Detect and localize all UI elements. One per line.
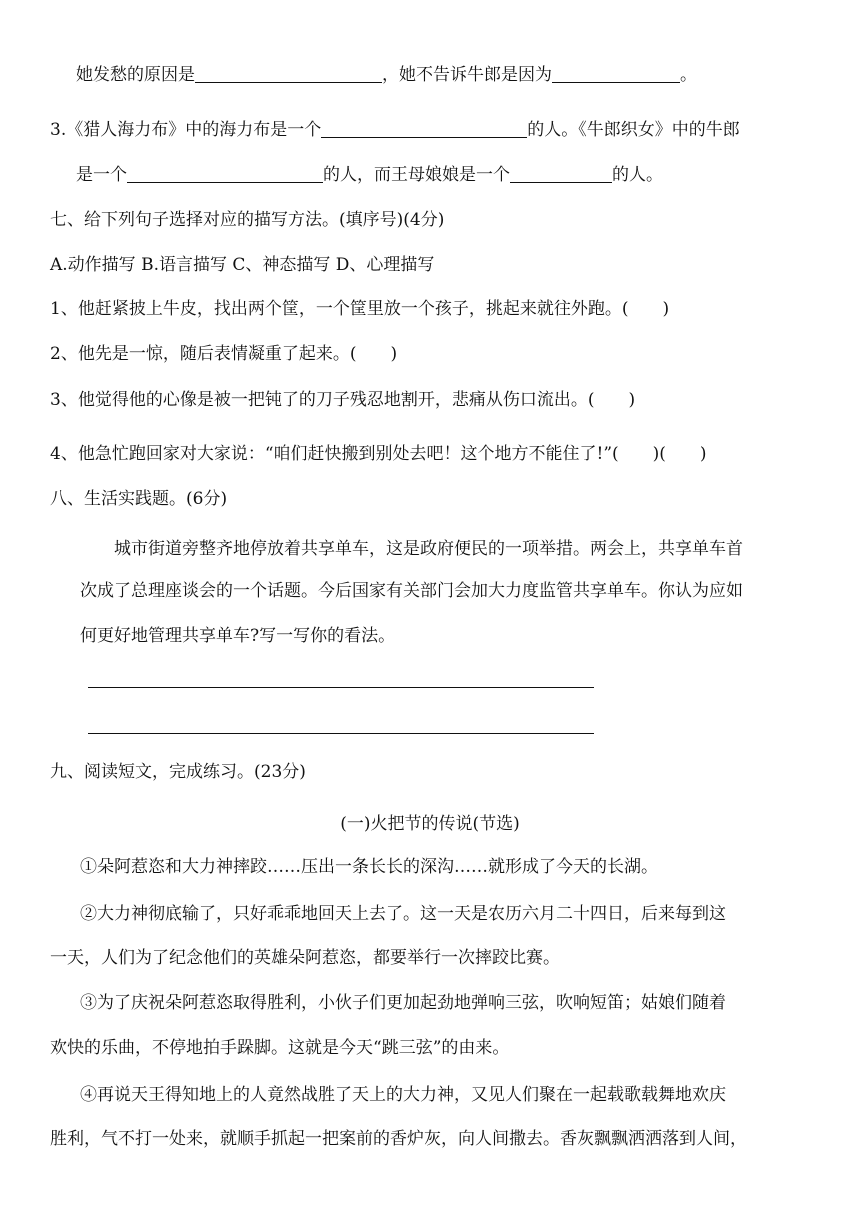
q8-para-line-2: 次成了总理座谈会的一个话题。今后国家有关部门会加大力度监管共享单车。你认为应如 [80,581,743,601]
passage-line-2: ②大力神彻底输了，只好乖乖地回天上去了。这一天是农历六月二十四日，后来每到这 [80,904,726,924]
passage-line-1: ①朵阿惹恣和大力神摔跤……压出一条长长的深沟……就形成了今天的长湖。 [80,857,658,877]
passage-line-6: ④再说天王得知地上的人竟然战胜了天上的大力神，又见人们聚在一起载歌载舞地欢庆 [80,1085,726,1105]
q8-heading: 八、生活实践题。(6分) [50,489,228,509]
q7-item-4: 4、他急忙跑回家对大家说：“咱们赶快搬到别处去吧！这个地方不能住了!”( )( ) [50,444,707,464]
passage-line-5: 欢快的乐曲，不停地拍手跺脚。这就是今天“跳三弦”的由来。 [50,1038,510,1058]
answer-blank[interactable] [552,64,680,83]
answer-line[interactable] [88,733,594,734]
q8-para-line-3: 何更好地管理共享单车?写一写你的看法。 [80,626,396,646]
q6-item-3-text-b: 的人。《牛郎织女》中的牛郎 [527,120,740,140]
q6-text-a: 她发愁的原因是 [76,65,195,85]
answer-blank[interactable] [321,119,527,138]
answer-blank[interactable] [195,64,382,83]
passage-line-4: ③为了庆祝朵阿惹恣取得胜利，小伙子们更加起劲地弹响三弦，吹响短笛；姑娘们随着 [80,993,726,1013]
q9-heading: 九、阅读短文，完成练习。(23分) [50,762,306,782]
passage-line-7: 胜利，气不打一处来，就顺手抓起一把案前的香炉灰，向人间撒去。香灰飘飘洒洒落到人间， [50,1129,747,1149]
q6-item-3-text-d: 的人，而王母娘娘是一个 [323,165,510,185]
q6-text-c: 。 [680,65,697,85]
q7-item-2: 2、他先是一惊，随后表情凝重了起来。( ) [50,344,398,364]
q6-line-2 [76,63,697,87]
q6-item-3-line-2 [76,163,663,187]
q7-options: A.动作描写 B.语言描写 C、神态描写 D、心理描写 [50,255,435,275]
q6-item-3-text-e: 的人。 [612,165,663,185]
answer-blank[interactable] [127,164,323,183]
q6-item-3-line-1 [50,118,740,142]
passage-line-3: 一天，人们为了纪念他们的英雄朵阿惹恣，都要举行一次摔跤比赛。 [50,948,560,968]
q6-text-b: ，她不告诉牛郎是因为 [382,65,552,85]
q7-item-3: 3、他觉得他的心像是被一把钝了的刀子残忍地割开，悲痛从伤口流出。( ) [50,390,636,410]
answer-line[interactable] [88,687,594,688]
q7-heading: 七、给下列句子选择对应的描写方法。(填序号)(4分) [50,210,445,230]
q6-item-3-text-c: 是一个 [76,165,127,185]
q8-para-line-1: 城市街道旁整齐地停放着共享单车，这是政府便民的一项举措。两会上，共享单车首 [114,539,743,559]
answer-blank[interactable] [510,164,612,183]
q7-item-1: 1、他赶紧披上牛皮，找出两个筐，一个筐里放一个孩子，挑起来就往外跑。( ) [50,299,670,319]
passage-title: (一)火把节的传说(节选) [340,814,520,834]
q6-item-3-text-a: 3.《猎人海力布》中的海力布是一个 [50,120,322,140]
